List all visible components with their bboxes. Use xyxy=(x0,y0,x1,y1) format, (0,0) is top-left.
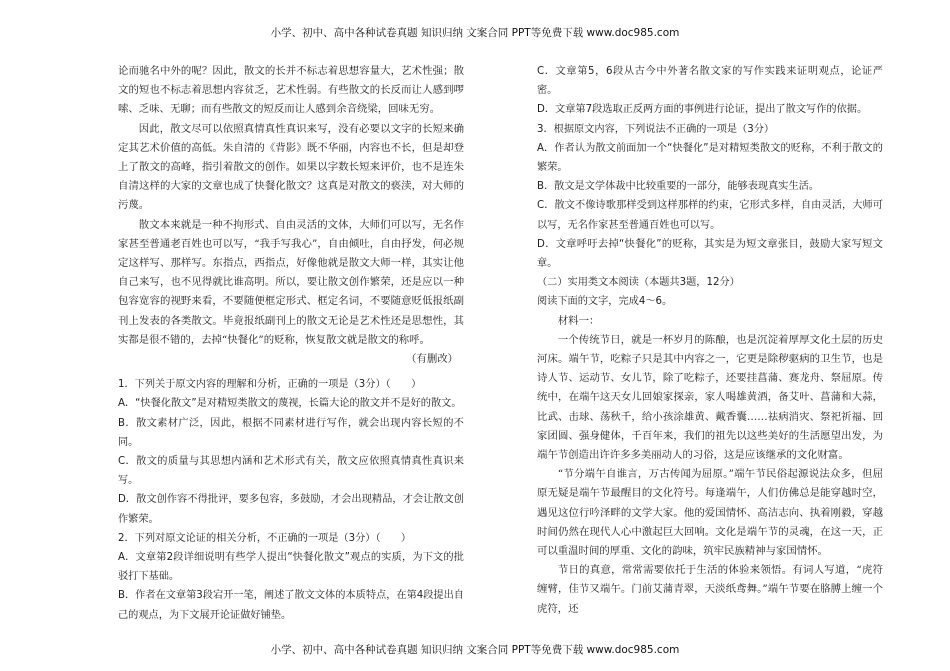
paragraph: “节分端午自谁言，万古传闻为屈原。”端午节民俗起源说法众多，但屈原无疑是端午节最醒目的文化符号。每逢端午，人们仿佛总是能穿越时空，遇见这位行吟泽畔的文学大家。他的爱国情怀、高洁志向、执着刚毅，穿越时间仍然在现代人心中激起巨大回响。文化是端午节的灵魂，在这一天，正可以重温时间的厚重、文化的韵味，筑牢民族精神与家国情怀。 xyxy=(537,468,883,558)
section-heading: （二）实用类文本阅读（本题共3题，12分） xyxy=(537,277,740,289)
question-1: 1．下列关于原文内容的理解和分析，正确的一项是（3分）（ ） xyxy=(118,379,422,391)
paragraph: 论而驰名中外的呢？因此，散文的长并不标志着思想容量大，艺术性强；散文的短也不标志着思想内容贫乏，艺术性弱。有些散文的长反而让人感到啰嗦、乏味、无聊；而有些散文的短反而让人感到余音绕梁，回味无穷。 xyxy=(118,65,464,116)
option-2c: C．文章第5，6段从古今中外著名散文家的写作实践来证明观点，论证严密。 xyxy=(537,66,883,97)
header-banner[interactable]: 小学、初中、高中各种试卷真题 知识归纳 文案合同 PPT等免费下载 www.doc985.com xyxy=(270,27,680,39)
option-3a: A．作者认为散文前面加一个“快餐化”是对精短类散文的贬称，不利于散文的繁荣。 xyxy=(537,142,883,174)
paragraph: 散文本来就是一种不拘形式、自由灵活的文体，大师们可以写，无名作家甚至普通老百姓也可以写，“我手写我心”，自由倾吐，自由抒发，何必规定这样写、那样写。东指点，西指点，好像他就是散文大师一样，其实让他自己来写，也不见得就比谁高明。所以，要让散文创作繁荣，还是应以一种包容宽容的视野来看，不要随便框定形式、框定名词，不要随意贬低报纸副刊上发表的各类散文。毕竟报纸副刊上的散文无论是艺术性还是思想性，其实都是很不错的，去掉“快餐化”的贬称，恢复散文就是散文的称呼。 xyxy=(118,218,464,346)
question-3: 3．根据原文内容，下列说法不正确的一项是（3分） xyxy=(537,123,775,135)
option-1a: A．“快餐化散文”是对精短类散文的蔑视，长篇大论的散文并不是好的散文。 xyxy=(118,398,462,410)
source-note: （有删改） xyxy=(406,353,458,366)
option-3c: C．散文不像诗歌那样受到这样那样的约束，它形式多样，自由灵活，大师可以写，无名作家甚至普通百姓也可以写。 xyxy=(537,200,883,231)
option-2d: D．文章第7段选取正反两方面的事例进行论证，提出了散文写作的依据。 xyxy=(537,104,868,116)
paragraph: 节日的真意，常常需要依托于生活的体验来领悟。有词人写道，“虎符缠臂，佳节又端午。门前艾蒲青翠，天淡纸鸢舞。”端午节要在胳膊上缠一个虎符，还 xyxy=(537,564,883,615)
right-column xyxy=(537,62,883,619)
option-1b: B．散文素材广泛，因此，根据不同素材进行写作，就会出现内容长短的不同。 xyxy=(118,417,464,448)
instruction: 阅读下面的文字，完成4～6。 xyxy=(537,296,673,308)
option-3b: B．散文是文学体裁中比较重要的一部分，能够表现真实生活。 xyxy=(537,181,820,193)
option-2a: A．文章第2段详细说明有些学人提出“快餐化散文”观点的实质，为下文的批驳打下基础。 xyxy=(118,552,464,583)
left-column xyxy=(118,62,464,625)
option-3d: D．文章呼吁去掉“快餐化”的贬称，其实是为短文章张目，鼓励大家写短文章。 xyxy=(537,238,883,270)
option-1c: C．散文的质量与其思想内涵和艺术形式有关，散文应依照真情真性真识来写。 xyxy=(118,456,464,487)
footer-banner[interactable]: 小学、初中、高中各种试卷真题 知识归纳 文案合同 PPT等免费下载 www.doc985.com xyxy=(270,644,680,656)
option-1d: D．散文创作容不得批评，要多包容，多鼓励，才会出现精品，才会让散文创作繁荣。 xyxy=(118,494,464,525)
paragraph: 一个传统节日，就是一杯岁月的陈酿，也是沉淀着厚厚文化土层的历史河床。端午节，吃粽子只是其中内容之一，它更是除秽驱病的卫生节，也是诗人节、运动节、女儿节，除了吃粽子，还要挂菖蒲、赛龙舟、祭屈原。传统中，在端午这天女儿回娘家探亲，家人喝雄黄酒，备艾叶、菖蒲和大蒜，比武、击球、荡秋千，给小孩涂雄黄、戴香囊……祛病消灾、祭祀祈福、回家团圆、强身健体，千百年来，我们的祖先以这些美好的生活愿望出发，为端午节创造出许许多多美丽动人的习俗，这是应该继承的文化财富。 xyxy=(537,333,883,462)
paragraph: 因此，散文尽可以依照真情真性真识来写，没有必要以文字的长短来确定其艺术价值的高低。朱自清的《背影》既不华丽，内容也不长，但是却登上了散文的高峰，指引着散文的创作。如果以字数长短来评价，也不是连朱自清这样的大家的文章也成了快餐化散文？这真是对散文的亵渎，对大师的污蔑。 xyxy=(118,122,464,212)
material-label: 材料一： xyxy=(557,314,600,327)
option-2b: B．作者在文章第3段宕开一笔，阐述了散文文体的本质特点，在第4段提出自己的观点，为下文展开论证做好铺垫。 xyxy=(118,590,464,621)
question-2: 2．下列对原文论证的相关分析，不正确的一项是（3分）（ ） xyxy=(118,532,412,544)
